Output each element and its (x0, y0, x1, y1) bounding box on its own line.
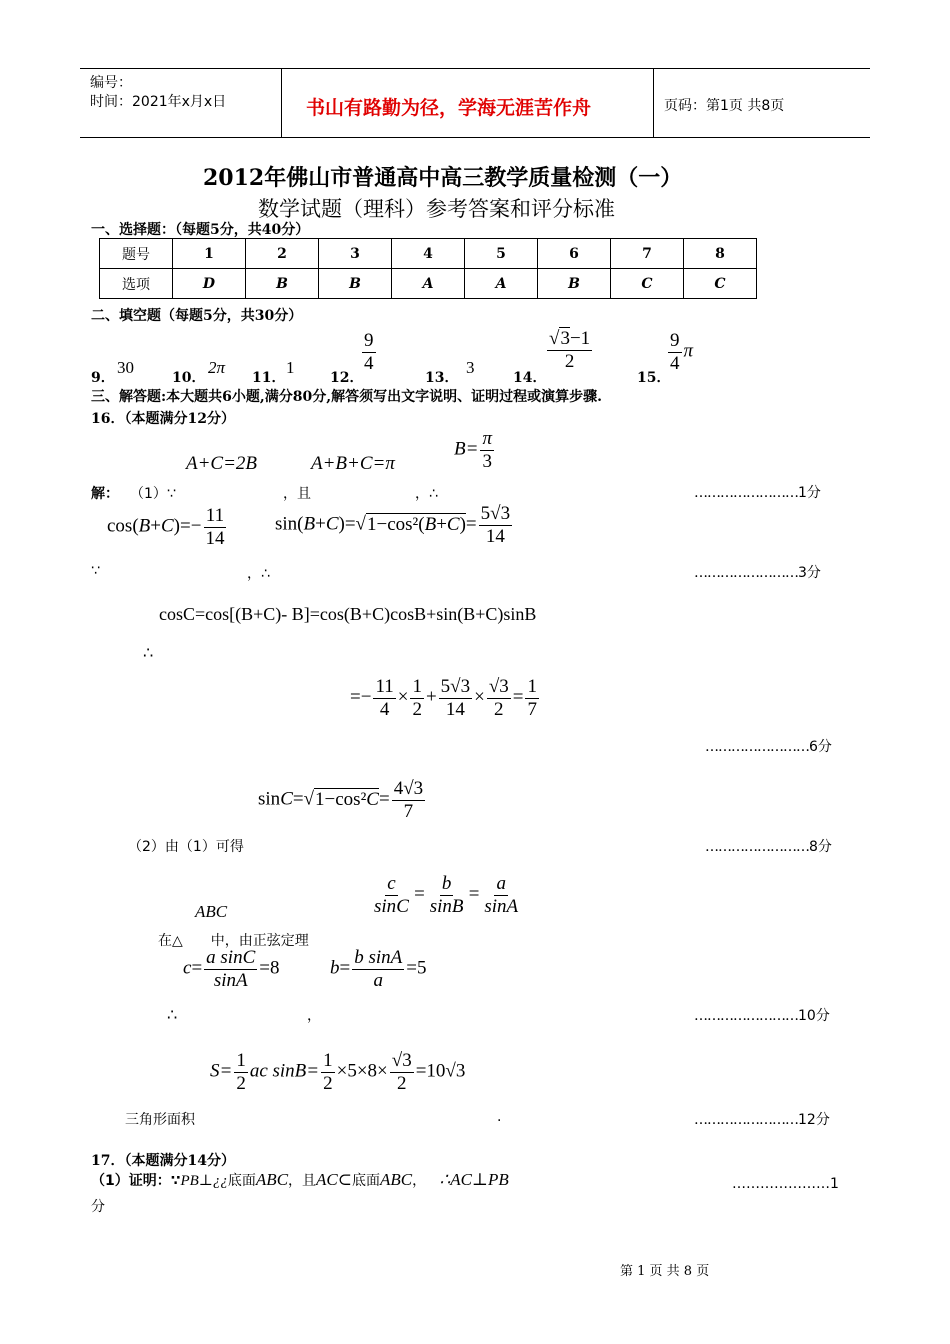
table-cell: 8 (684, 239, 757, 269)
equation: cosC=cos[(B+C)- B]=cos(B+C)cosB+sin(B+C)sinB (159, 604, 537, 624)
table-cell: 4 (392, 239, 465, 269)
text-line: 在△ 中，由正弦定理 (158, 933, 309, 949)
equation: b= $\frac{\text{b sinA}}{a}$ =5 (330, 947, 427, 991)
table-cell: 6 (538, 239, 611, 269)
text-line: 三角形面积 (125, 1112, 195, 1128)
table-cell: D (173, 269, 246, 299)
fill-q13-number: 13． (425, 370, 459, 386)
text-line: ，∴ (247, 566, 270, 582)
solve-label: 解： (91, 486, 119, 502)
fraction-numerator: π (482, 428, 492, 449)
text-line: ，∴ (415, 486, 438, 502)
fill-q14-answer: $\frac{√3-1}{2}$ (549, 328, 591, 372)
equation: A+C=2B (186, 453, 258, 474)
score-mark: ……………………8分 (705, 839, 832, 855)
fraction-numerator: 9 (670, 330, 680, 351)
text-line: ，且 (283, 486, 311, 502)
equation: S= $\frac{1}{2}$ ac sinB= $\frac{1}{2}$ ×5×8× $\frac{√3}{2}$ =10√3 (210, 1050, 466, 1094)
fill-q12-number: 12． (330, 370, 364, 386)
fill-q12-answer (360, 330, 378, 375)
table-cell: A (392, 269, 465, 299)
fill-q11-answer: 1 (286, 358, 295, 377)
text-line: （2）由（1）可得 (128, 839, 244, 855)
table-cell: C (684, 269, 757, 299)
header-divider (281, 69, 282, 137)
score-mark: ……………………1分 (694, 485, 821, 501)
text-line: . (497, 1109, 502, 1125)
equation: sin(B+C)=√1−cos²(B+C)= $\frac{5√3}{14}$ (275, 503, 511, 547)
header-box (80, 68, 870, 138)
question-title: 17．（本题满分14分） (91, 1153, 235, 1169)
score-unit: 分 (91, 1199, 105, 1215)
text-line: ， (307, 1008, 321, 1024)
fraction-denominator: 2 (564, 350, 575, 372)
equation: =− $\frac{11}{4}$ × $\frac{1}{2}$ + $\frac{5√3}{14}$ × $\frac{√3}{2}$ = $\frac{1}{7}$ (350, 676, 537, 720)
header-divider (653, 69, 654, 137)
text-line: （1）证明：∵PB⊥¿¿底面ABC，且AC⊂底面ABC， ∴AC⊥PB (91, 1170, 509, 1189)
score-mark: ……………………6分 (705, 739, 832, 755)
fill-q11-number: 11． (252, 370, 286, 386)
text-line: ∴ (143, 643, 154, 662)
fraction-numerator: 11 (205, 505, 225, 526)
score-mark: ……………………12分 (694, 1112, 830, 1128)
page-subtitle: 数学试题（理科）参考答案和评分标准 (258, 197, 615, 221)
table-cell: C (611, 269, 684, 299)
equation: $\frac{c}{\sin C}$ = $\frac{b}{\sin B}$ = $\frac{a}{\sin A}$ (374, 873, 519, 917)
table-cell: 3 (319, 239, 392, 269)
text-line: ∵ (91, 563, 100, 579)
triangle-label: ABC (195, 902, 228, 921)
equation: cos(B+C)=− $\frac{11}{14}$ (107, 505, 225, 549)
score-mark: …………………1 (732, 1176, 839, 1192)
section-heading: 三、解答题:本大题共6小题,满分80分,解答须写出文字说明、证明过程或演算步骤. (91, 389, 603, 405)
fraction-numerator: −1 (569, 328, 591, 349)
table-row (100, 239, 757, 269)
fill-q10-answer: 2π (208, 358, 226, 377)
equation: A+B+C=π (311, 453, 395, 474)
question-title: 16．（本题满分12分） (91, 411, 235, 427)
table-cell: B (538, 269, 611, 299)
answer-table (99, 238, 757, 299)
equation: sinC=√1−cos²C= $\frac{4√3}{7}$ (258, 778, 424, 822)
fill-q10-number: 10． (172, 370, 206, 386)
table-cell: 7 (611, 239, 684, 269)
section-heading: 二、填空题（每题5分，共30分） (91, 308, 303, 324)
text-line: （1）∵ (130, 486, 176, 502)
table-cell: B (319, 269, 392, 299)
fill-q15-number: 15． (637, 370, 671, 386)
fraction-numerator: 5√3 (480, 503, 511, 524)
table-cell: 选项 (100, 269, 173, 299)
page-footer: 第 1 页 共 8 页 (620, 1264, 710, 1279)
fill-q13-answer: 3 (466, 358, 475, 377)
page-info: 页码：第1页 共8页 (664, 98, 785, 114)
table-cell: 题号 (100, 239, 173, 269)
table-cell: 5 (465, 239, 538, 269)
score-mark: ……………………3分 (694, 565, 821, 581)
text-line: ∴ (167, 1005, 178, 1024)
fill-q9-number: 9． (91, 370, 115, 386)
fraction-denominator: 14 (205, 527, 225, 549)
fill-q15-answer (666, 330, 693, 375)
table-cell: 1 (173, 239, 246, 269)
fraction-denominator: 14 (485, 525, 505, 547)
equation: c= $\frac{\text{a sinC}}{\sin A}$ =8 (183, 947, 280, 991)
doc-time-label: 时间：2021年x月x日 (90, 94, 227, 110)
doc-code-label: 编号： (90, 75, 132, 91)
radicand: 3 (560, 328, 570, 349)
table-cell: A (465, 269, 538, 299)
fraction-numerator: 9 (364, 330, 374, 351)
equation: B= $\frac{\pi}{3}$ (454, 428, 492, 472)
table-cell: B (246, 269, 319, 299)
section-heading: 一、选择题：（每题5分，共40分） (91, 222, 310, 238)
fill-q9-answer: 30 (117, 358, 134, 377)
pi-symbol: π (683, 340, 694, 362)
header-motto: 书山有路勤为径，学海无涯苦作舟 (306, 97, 592, 119)
score-mark: ……………………10分 (694, 1008, 830, 1024)
fraction-denominator: 3 (482, 450, 492, 472)
table-row (100, 269, 757, 299)
fraction-denominator: 4 (364, 352, 374, 374)
fraction-denominator: 4 (670, 352, 680, 374)
page-title: 2012年佛山市普通高中高三教学质量检测（一） (203, 165, 683, 191)
table-cell: 2 (246, 239, 319, 269)
fill-q14-number: 14． (513, 370, 547, 386)
